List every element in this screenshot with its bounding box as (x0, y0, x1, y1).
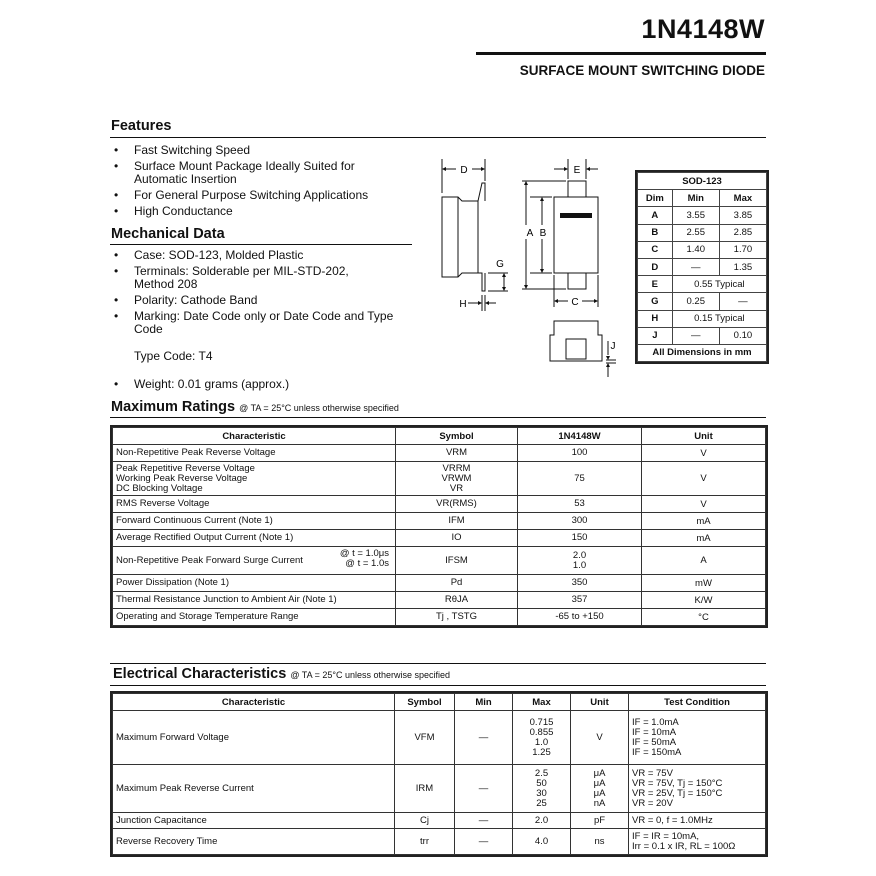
mr-symbol: VRM (396, 445, 518, 462)
sod-row (638, 258, 767, 275)
sod-min: 2.55 (672, 224, 719, 241)
feature-item: • Fast Switching Speed (110, 144, 410, 157)
mechanical-item: • Marking: Date Code only or Date Code and Type Code (110, 310, 394, 336)
mechanical-item: • Polarity: Cathode Band (110, 294, 400, 307)
mr-unit: V (642, 462, 766, 496)
ec-header-characteristic: Characteristic (113, 694, 395, 711)
ec-min: — (455, 813, 513, 829)
ec-characteristic: Junction Capacitance (113, 813, 395, 829)
sod-row (638, 276, 767, 293)
dim-label-g: G (496, 259, 504, 270)
mr-unit: mW (642, 575, 766, 592)
ec-test-condition: IF = 1.0mA IF = 10mA IF = 50mA IF = 150mA (629, 711, 766, 765)
sod-table-footer: All Dimensions in mm (638, 344, 767, 361)
max-rating-row (113, 609, 766, 626)
sod-max: 0.10 (719, 327, 766, 344)
mr-characteristic: Thermal Resistance Junction to Ambient Air (Note 1) (113, 592, 396, 609)
ec-header-symbol: Symbol (395, 694, 455, 711)
electrical-top-rule (110, 663, 766, 664)
ec-unit: ns (571, 829, 629, 855)
ec-min: — (455, 829, 513, 855)
sod123-dimension-table (635, 170, 769, 364)
mr-characteristic: Operating and Storage Temperature Range (113, 609, 396, 626)
dim-label-b: B (539, 228, 547, 239)
max-ratings-rule (110, 417, 766, 418)
mr-symbol: IFM (396, 513, 518, 530)
max-rating-row (113, 547, 766, 575)
dim-label-e: E (573, 165, 581, 176)
sod-max: 2.85 (719, 224, 766, 241)
mr-value: 300 (518, 513, 642, 530)
ec-header-test-condition: Test Condition (629, 694, 766, 711)
mr-unit: °C (642, 609, 766, 626)
ec-unit: V (571, 711, 629, 765)
sod-header-min: Min (672, 190, 719, 207)
sod-dim: C (638, 241, 673, 258)
features-heading: Features (111, 118, 172, 134)
sod-row (638, 207, 767, 224)
mr-characteristic: RMS Reverse Voltage (113, 496, 396, 513)
mr-symbol: Tj , TSTG (396, 609, 518, 626)
mr-characteristic-text: Non-Repetitive Peak Forward Surge Current (116, 554, 303, 566)
sod-table-title: SOD-123 (638, 173, 767, 190)
max-rating-row (113, 462, 766, 496)
sod-dim: B (638, 224, 673, 241)
mr-characteristic: Forward Continuous Current (Note 1) (113, 513, 396, 530)
ec-characteristic: Reverse Recovery Time (113, 829, 395, 855)
mr-header-symbol: Symbol (396, 428, 518, 445)
part-number-title: 1N4148W (641, 14, 765, 44)
max-rating-row (113, 592, 766, 609)
electrical-row (113, 711, 766, 765)
mr-value: 100 (518, 445, 642, 462)
electrical-title: Electrical Characteristics (113, 666, 287, 682)
ec-unit: pF (571, 813, 629, 829)
sod-dim: E (638, 276, 673, 293)
dim-label-a: A (526, 228, 534, 239)
mr-unit: mA (642, 530, 766, 547)
package-outline-diagram (430, 155, 625, 385)
max-rating-row (113, 496, 766, 513)
sod-header-dim: Dim (638, 190, 673, 207)
mr-symbol: IO (396, 530, 518, 547)
weight-list (110, 378, 400, 394)
mr-unit: A (642, 547, 766, 575)
dim-label-c: C (571, 297, 579, 308)
ec-header-min: Min (455, 694, 513, 711)
sod-min: 3.55 (672, 207, 719, 224)
features-list (110, 144, 410, 221)
mr-characteristic (113, 547, 396, 575)
mr-symbol: VR(RMS) (396, 496, 518, 513)
sod-header-max: Max (719, 190, 766, 207)
max-ratings-table (110, 425, 768, 628)
mr-header-unit: Unit (642, 428, 766, 445)
ec-characteristic: Maximum Peak Reverse Current (113, 765, 395, 813)
sod-row (638, 224, 767, 241)
mr-symbol: Pd (396, 575, 518, 592)
sod-min: 0.25 (672, 293, 719, 310)
ec-unit: μA μA μA nA (571, 765, 629, 813)
max-ratings-title: Maximum Ratings (111, 399, 236, 415)
mr-value: 53 (518, 496, 642, 513)
sod-row (638, 310, 767, 327)
sod-row (638, 241, 767, 258)
mr-header-part: 1N4148W (518, 428, 642, 445)
mr-value: 357 (518, 592, 642, 609)
sod-max: 1.35 (719, 258, 766, 275)
feature-item: • For General Purpose Switching Applications (110, 189, 410, 202)
document-subtitle: SURFACE MOUNT SWITCHING DIODE (519, 63, 765, 78)
sod-max: 3.85 (719, 207, 766, 224)
mr-condition-text: @ t = 1.0μs @ t = 1.0s (339, 548, 389, 569)
ec-symbol: VFM (395, 711, 455, 765)
electrical-row (113, 829, 766, 855)
max-rating-row (113, 575, 766, 592)
sod-dim: H (638, 310, 673, 327)
mr-unit: K/W (642, 592, 766, 609)
mr-characteristic: Peak Repetitive Reverse Voltage Working Peak Reverse Voltage DC Blocking Voltage (113, 462, 396, 496)
electrical-note: @ TA = 25°C unless otherwise specified (290, 670, 451, 680)
electrical-heading (113, 666, 450, 682)
sod-row (638, 293, 767, 310)
max-rating-row (113, 445, 766, 462)
sod-min: — (672, 327, 719, 344)
mr-header-characteristic: Characteristic (113, 428, 396, 445)
ec-header-max: Max (513, 694, 571, 711)
dim-label-h: H (459, 299, 467, 310)
mr-unit: V (642, 496, 766, 513)
sod-dim: A (638, 207, 673, 224)
max-ratings-heading (111, 399, 399, 415)
mr-characteristic: Power Dissipation (Note 1) (113, 575, 396, 592)
max-ratings-note: @ TA = 25°C unless otherwise specified (239, 403, 399, 413)
sod-dim: G (638, 293, 673, 310)
mr-value: 150 (518, 530, 642, 547)
ec-test-condition: IF = IR = 10mA, Irr = 0.1 x IR, RL = 100Ω (629, 829, 766, 855)
features-rule (110, 137, 766, 138)
mr-value: 350 (518, 575, 642, 592)
electrical-rule (110, 685, 766, 686)
title-rule (476, 52, 766, 55)
mr-characteristic: Non-Repetitive Peak Reverse Voltage (113, 445, 396, 462)
ec-symbol: trr (395, 829, 455, 855)
ec-header-unit: Unit (571, 694, 629, 711)
dim-label-d: D (460, 165, 468, 176)
ec-test-condition: VR = 0, f = 1.0MHz (629, 813, 766, 829)
mr-unit: V (642, 445, 766, 462)
mechanical-heading: Mechanical Data (111, 226, 225, 242)
mr-value: -65 to +150 (518, 609, 642, 626)
max-rating-row (113, 530, 766, 547)
sod-min: 1.40 (672, 241, 719, 258)
ec-symbol: Cj (395, 813, 455, 829)
electrical-table (110, 691, 768, 857)
dim-label-j: J (610, 341, 616, 352)
mr-symbol: IFSM (396, 547, 518, 575)
max-rating-row (113, 513, 766, 530)
ec-max: 0.715 0.855 1.0 1.25 (513, 711, 571, 765)
mr-unit: mA (642, 513, 766, 530)
sod-row (638, 327, 767, 344)
mr-symbol: RθJA (396, 592, 518, 609)
ec-min: — (455, 711, 513, 765)
mechanical-item: • Case: SOD-123, Molded Plastic (110, 249, 400, 262)
sod-dim: J (638, 327, 673, 344)
sod-max: 1.70 (719, 241, 766, 258)
mr-value: 75 (518, 462, 642, 496)
mr-characteristic: Average Rectified Output Current (Note 1) (113, 530, 396, 547)
weight-item: • Weight: 0.01 grams (approx.) (110, 378, 400, 391)
feature-item: • Surface Mount Package Ideally Suited for Automatic Insertion (110, 160, 384, 186)
ec-min: — (455, 765, 513, 813)
feature-item: • High Conductance (110, 205, 410, 218)
ec-test-condition: VR = 75V VR = 75V, Tj = 150°C VR = 25V, Tj = 150°C VR = 20V (629, 765, 766, 813)
mr-symbol: VRRM VRWM VR (396, 462, 518, 496)
sod-typical: 0.55 Typical (672, 276, 766, 293)
ec-symbol: IRM (395, 765, 455, 813)
mr-value: 2.0 1.0 (518, 547, 642, 575)
ec-characteristic: Maximum Forward Voltage (113, 711, 395, 765)
mechanical-list (110, 249, 400, 339)
ec-max: 2.0 (513, 813, 571, 829)
sod-dim: D (638, 258, 673, 275)
ec-max: 2.5 50 30 25 (513, 765, 571, 813)
mechanical-item: • Terminals: Solderable per MIL-STD-202, Method 208 (110, 265, 384, 291)
electrical-row (113, 813, 766, 829)
mechanical-rule (110, 244, 412, 245)
sod-min: — (672, 258, 719, 275)
sod-typical: 0.15 Typical (672, 310, 766, 327)
type-code: Type Code: T4 (134, 349, 213, 363)
ec-max: 4.0 (513, 829, 571, 855)
electrical-row (113, 765, 766, 813)
sod-max: — (719, 293, 766, 310)
